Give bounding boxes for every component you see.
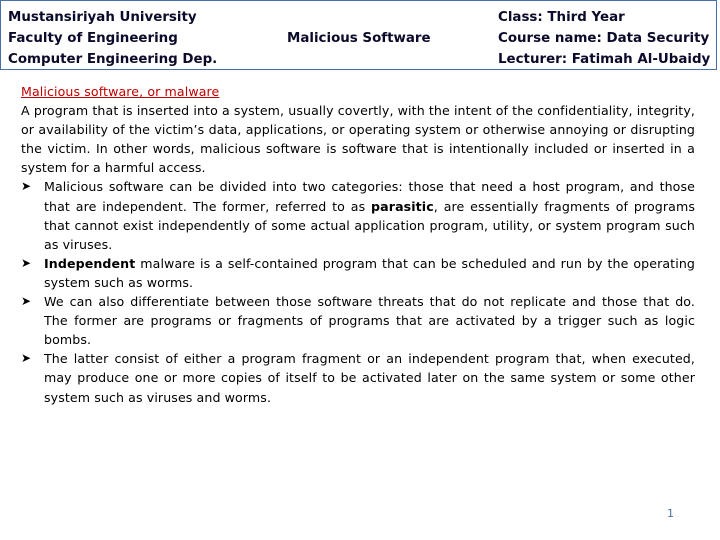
list-item (21, 349, 695, 406)
department-name: Computer Engineering Dep. (8, 52, 218, 67)
bullet-list (21, 177, 695, 406)
header-left (8, 7, 217, 70)
header-topic: Malicious Software (287, 31, 431, 46)
bullet-text: The latter consist of either a program fragment or an independent program that, when executed, may produce one or more copies of itself to be activated later on the same system or some other system such as viruses and worms. (44, 351, 695, 405)
list-item (21, 254, 695, 292)
faculty-name: Faculty of Engineering (8, 31, 178, 46)
bullet-text: malware is a self-contained program that can be scheduled and run by the operating system such as worms. (44, 255, 695, 290)
list-item (21, 177, 695, 253)
list-item (21, 292, 695, 349)
arrow-bullet-icon: ➤ (21, 351, 32, 366)
university-name: Mustansiriyah University (8, 10, 197, 25)
main-content (21, 82, 695, 407)
arrow-bullet-icon: ➤ (21, 255, 32, 270)
header-right (498, 7, 710, 70)
bullet-bold-term: parasitic (371, 198, 434, 214)
intro-paragraph: A program that is inserted into a system, usually covertly, with the intent of the confidentiality, integrity, or availability of the victim’s data, applications, or operating system or otherwise annoying or disrupting the victim. In other words, malicious software is software that is intentionally included or inserted in a system for a harmful access. (21, 103, 695, 176)
page-number: 1 (667, 507, 674, 520)
lecturer-info: Lecturer: Fatimah Al-Ubaidy (498, 52, 711, 67)
course-info: Course name: Data Security (498, 31, 710, 46)
arrow-bullet-icon: ➤ (21, 294, 32, 309)
bullet-text: Malicious software can be divided into two categories: those that need a host program, and those that are independent. The former, referred to as (44, 179, 695, 214)
class-info: Class: Third Year (498, 10, 625, 25)
section-title: Malicious software, or malware (21, 84, 220, 99)
page-header (0, 0, 717, 70)
bullet-bold-term: Independent (44, 255, 136, 271)
arrow-bullet-icon: ➤ (21, 179, 32, 194)
bullet-text: , are essentially fragments of programs that cannot exist independently of some actual application program, utility, or system program such as viruses. (44, 198, 695, 252)
bullet-text: We can also differentiate between those software threats that do not replicate and those that do. The former are programs or fragments of programs that are activated by a trigger such as logic bombs. (44, 294, 695, 348)
